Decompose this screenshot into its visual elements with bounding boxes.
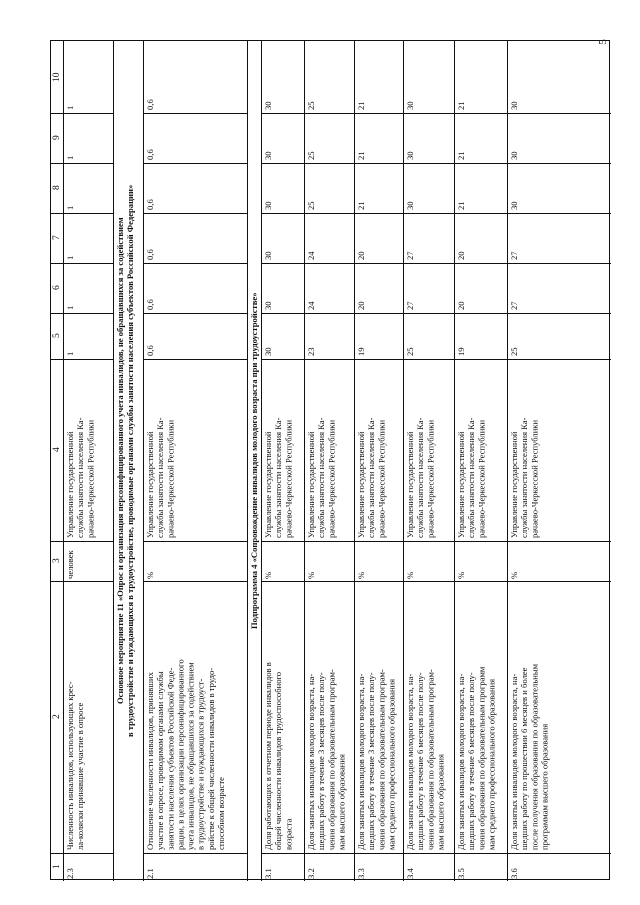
- value-cell: 25: [509, 347, 519, 356]
- agency-cell: Управление государственной службы занятости населения Ка- рачаево-Черкесской Республики: [306, 417, 337, 538]
- row-separator: [507, 41, 508, 881]
- indicator-text: Отношение численности инвалидов, принявших участие в опросе, проводимом органами службы занятости населения субъектов Российской Феде- рации, в целях организации персонифицированного учета инвалидов, не обращавшихся за содействием в трудоустройстве и нуждающихся в трудоуст- ройстве к общей численности инвалидов в трудо- способном возрасте: [145, 659, 226, 850]
- row-number: 3.3: [356, 868, 366, 879]
- indicator-text: Доля занятых инвалидов молодого возраста, на- шедших работу в течение 3 месяцев после полу- чения образования по образовательным програм- мам высшего образования: [306, 669, 347, 850]
- row-number: 3.4: [405, 868, 415, 879]
- column-separator: [143, 541, 247, 542]
- value-cell: 25: [405, 347, 415, 356]
- column-number: 5: [52, 333, 62, 339]
- unit-cell: %: [263, 571, 273, 579]
- value-cell: 0,6: [145, 345, 155, 356]
- value-cell: 1: [65, 105, 75, 110]
- agency-cell: Управление государственной службы занятости населения Ка- рачаево-Черкесской Республики: [145, 417, 176, 538]
- unit-cell: %: [306, 571, 316, 579]
- value-cell: 30: [263, 251, 273, 260]
- column-number: 8: [52, 185, 62, 191]
- column-separator: [261, 853, 611, 854]
- row-number: 3.1: [263, 868, 273, 879]
- value-cell: 25: [306, 201, 316, 210]
- value-cell: 1: [65, 255, 75, 260]
- indicator-text: Доля работающих в отчетном периоде инвалидов в общей численности инвалидов трудоспособного возраста: [263, 662, 294, 850]
- column-separator: [261, 163, 611, 164]
- unit-cell: человек: [65, 550, 75, 579]
- value-cell: 27: [405, 301, 415, 310]
- value-cell: 30: [405, 201, 415, 210]
- value-cell: 30: [263, 301, 273, 310]
- column-number: 9: [52, 135, 62, 141]
- value-cell: 1: [65, 351, 75, 356]
- subprogram-header: Подпрограмма 4 «Сопровождение инвалидов молодого возраста при трудоустройстве»: [249, 292, 259, 630]
- value-cell: 21: [456, 151, 466, 160]
- column-number: 2: [52, 714, 62, 720]
- row-number: 2.3: [65, 868, 75, 879]
- column-separator: [261, 213, 611, 214]
- indicator-text: Доля занятых инвалидов молодого возраста, на- шедших работу в течение 6 месяцев после полу- чения образования по образовательным програм- мам высшего образования: [405, 669, 446, 850]
- column-separator: [143, 853, 247, 854]
- agency-cell: Управление государственной службы занятости населения Ка- рачаево-Черкесской Республики: [263, 417, 294, 538]
- value-cell: 0,6: [145, 149, 155, 160]
- value-cell: 27: [509, 301, 519, 310]
- row-number: 3.5: [456, 868, 466, 879]
- value-cell: 20: [356, 301, 366, 310]
- unit-cell: %: [356, 571, 366, 579]
- value-cell: 21: [356, 101, 366, 110]
- column-separator: [143, 359, 247, 360]
- value-cell: 20: [456, 301, 466, 310]
- agency-cell: Управление государственной службы занятости населения Ка- рачаево-Черкесской Республики: [65, 417, 96, 538]
- column-separator: [261, 359, 611, 360]
- value-cell: 0,6: [145, 249, 155, 260]
- value-cell: 19: [456, 347, 466, 356]
- value-cell: 23: [306, 347, 316, 356]
- column-separator: [143, 163, 247, 164]
- value-cell: 30: [509, 151, 519, 160]
- indicator-text: Численность инвалидов, использующих крес- ла-коляски принявшие участие в опросе: [65, 681, 86, 850]
- column-number: 10: [52, 72, 62, 82]
- unit-cell: %: [145, 571, 155, 579]
- column-separator: [261, 113, 611, 114]
- value-cell: 30: [509, 101, 519, 110]
- value-cell: 0,6: [145, 299, 155, 310]
- value-cell: 24: [306, 301, 316, 310]
- row-number: 2.1: [145, 868, 155, 879]
- value-cell: 0,6: [145, 199, 155, 210]
- value-cell: 30: [263, 151, 273, 160]
- unit-cell: %: [456, 571, 466, 579]
- row-separator: [454, 41, 455, 881]
- value-cell: 24: [306, 251, 316, 260]
- section-header: Основное мероприятие 11 «Опрос и организация персонифицированного учета инвалидов, не обращавшихся за содействием в трудоустройстве и нуждающихся в трудоустройстве, проводимые органами службы занятости населения субъектов Российской Федерации»: [115, 184, 136, 738]
- value-cell: 30: [405, 101, 415, 110]
- value-cell: 30: [263, 201, 273, 210]
- value-cell: 30: [263, 347, 273, 356]
- value-cell: 0,6: [145, 99, 155, 110]
- value-cell: 30: [263, 101, 273, 110]
- agency-cell: Управление государственной службы занятости населения Ка- рачаево-Черкесской Республики: [456, 417, 487, 538]
- value-cell: 25: [306, 101, 316, 110]
- row-separator: [247, 41, 248, 881]
- indicator-text: Доля занятых инвалидов молодого возраста, на- шедших работу в течение 6 месяцев после полу- чения образования по образовательным программ мам среднего профессионального образования: [456, 666, 497, 850]
- indicator-text: Доля занятых инвалидов молодого возраста, на- шедших работу в течение 3 месяцев после полу- чения образования по образовательным програм- мам среднего профессионального образования: [356, 669, 397, 850]
- value-cell: 21: [356, 151, 366, 160]
- row-separator: [261, 41, 262, 881]
- value-cell: 1: [65, 205, 75, 210]
- value-cell: 20: [456, 251, 466, 260]
- row-separator: [113, 41, 114, 881]
- column-number: 3: [52, 558, 62, 564]
- agency-cell: Управление государственной службы занятости населения Ка- рачаево-Черкесской Республики: [509, 417, 540, 538]
- column-separator: [261, 541, 611, 542]
- unit-cell: %: [509, 571, 519, 579]
- row-separator: [143, 41, 144, 881]
- row-number: 3.6: [509, 868, 519, 879]
- value-cell: 27: [509, 251, 519, 260]
- unit-cell: %: [405, 571, 415, 579]
- column-number: 7: [52, 235, 62, 241]
- column-number: 1: [52, 864, 62, 870]
- value-cell: 27: [405, 251, 415, 260]
- column-number: 4: [52, 447, 62, 453]
- agency-cell: Управление государственной службы занятости населения Ка- рачаево-Черкесской Республики: [405, 417, 436, 538]
- value-cell: 30: [405, 151, 415, 160]
- page-number: 5: [596, 39, 609, 45]
- value-cell: 21: [456, 201, 466, 210]
- column-number: 6: [52, 285, 62, 291]
- value-cell: 20: [356, 251, 366, 260]
- column-separator: [143, 313, 247, 314]
- agency-cell: Управление государственной службы занятости населения Ка- рачаево-Черкесской Республики: [356, 417, 387, 538]
- indicator-text: Доля занятых инвалидов молодого возраста, на- шедших работу по прошествии 6 месяцев и более после получения образования по образовательным программам высшего образования: [509, 663, 550, 850]
- column-separator: [143, 113, 247, 114]
- value-cell: 21: [356, 201, 366, 210]
- row-separator: [63, 41, 64, 881]
- column-separator: [261, 581, 611, 582]
- column-separator: [261, 313, 611, 314]
- value-cell: 25: [306, 151, 316, 160]
- value-cell: 19: [356, 347, 366, 356]
- column-separator: [261, 263, 611, 264]
- row-separator: [304, 41, 305, 881]
- row-separator: [403, 41, 404, 881]
- row-number: 3.2: [306, 868, 316, 879]
- value-cell: 21: [456, 101, 466, 110]
- value-cell: 1: [65, 305, 75, 310]
- column-separator: [143, 581, 247, 582]
- value-cell: 1: [65, 155, 75, 160]
- value-cell: 30: [509, 201, 519, 210]
- indicator-table: [50, 40, 610, 880]
- column-separator: [143, 213, 247, 214]
- column-separator: [143, 263, 247, 264]
- row-separator: [354, 41, 355, 881]
